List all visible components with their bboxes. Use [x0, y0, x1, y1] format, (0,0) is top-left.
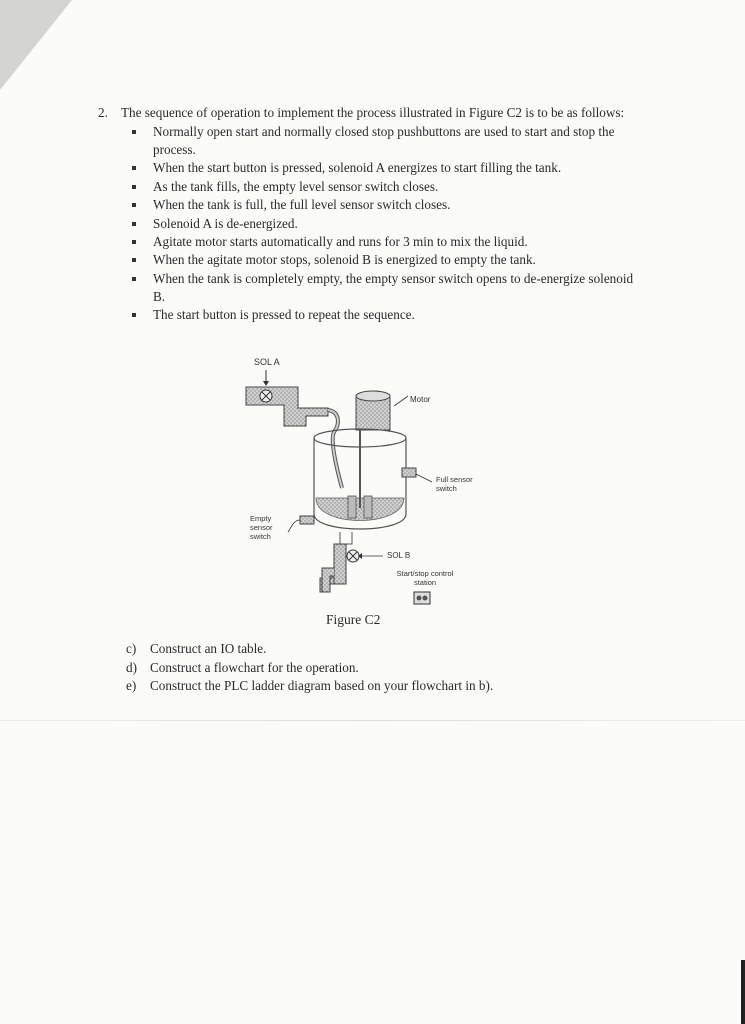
task-letter: e) — [126, 678, 137, 693]
sol-a-arrow — [263, 370, 269, 386]
folded-corner — [0, 0, 72, 90]
sequence-step: When the start button is pressed, solenoid A energizes to start filling the tank. — [153, 159, 638, 177]
control-station-label: Start/stop control station — [396, 569, 454, 587]
task-text: Construct the PLC ladder diagram based on your flowchart in b). — [150, 678, 494, 693]
tank-diagram — [240, 356, 473, 636]
sequence-step: When the tank is full, the full level sensor switch closes. — [153, 196, 638, 214]
sequence-step: As the tank fills, the empty level sensor switch closes. — [153, 178, 638, 196]
sequence-step: When the tank is completely empty, the empty sensor switch opens to de-energize solenoid B. — [153, 270, 638, 306]
outlet-pipe — [320, 544, 346, 592]
motor-label: Motor — [410, 395, 431, 404]
empty-sensor-switch — [288, 516, 314, 532]
sol-a-label: SOL A — [254, 357, 280, 367]
question-block — [98, 104, 638, 325]
sol-b-valve — [347, 550, 383, 562]
inlet-pipe — [246, 387, 342, 488]
sequence-step: Agitate motor starts automatically and runs for 3 min to mix the liquid. — [153, 233, 638, 251]
question-intro: The sequence of operation to implement the process illustrated in Figure C2 is to be as follows: — [121, 105, 625, 120]
task-item — [126, 659, 646, 678]
sequence-step: Solenoid A is de-energized. — [153, 215, 638, 233]
empty-sensor-label: Empty sensor switch — [250, 514, 273, 541]
task-letter: c) — [126, 641, 137, 656]
task-text: Construct an IO table. — [150, 641, 267, 656]
sol-a-valve — [260, 390, 272, 402]
scan-artifact-line — [0, 720, 745, 721]
task-item — [126, 640, 646, 659]
sequence-step: When the agitate motor stops, solenoid B is energized to empty the tank. — [153, 251, 638, 269]
control-station — [414, 592, 430, 604]
sequence-step: The start button is pressed to repeat the sequence. — [153, 306, 638, 324]
task-letter: d) — [126, 659, 137, 675]
figure-caption: Figure C2 — [326, 612, 381, 627]
full-sensor-label: Full sensor switch — [436, 475, 473, 493]
tank — [314, 429, 406, 544]
task-text: Construct a flowchart for the operation. — [150, 659, 359, 675]
task-list — [126, 640, 646, 696]
sequence-list — [98, 123, 638, 324]
sol-b-label: SOL B — [387, 551, 411, 560]
task-item — [126, 677, 646, 696]
sequence-step: Normally open start and normally closed stop pushbuttons are used to start and stop the process. — [153, 123, 638, 159]
scan-edge — [741, 960, 745, 1024]
motor — [356, 391, 408, 430]
question-number: 2. — [98, 105, 108, 120]
